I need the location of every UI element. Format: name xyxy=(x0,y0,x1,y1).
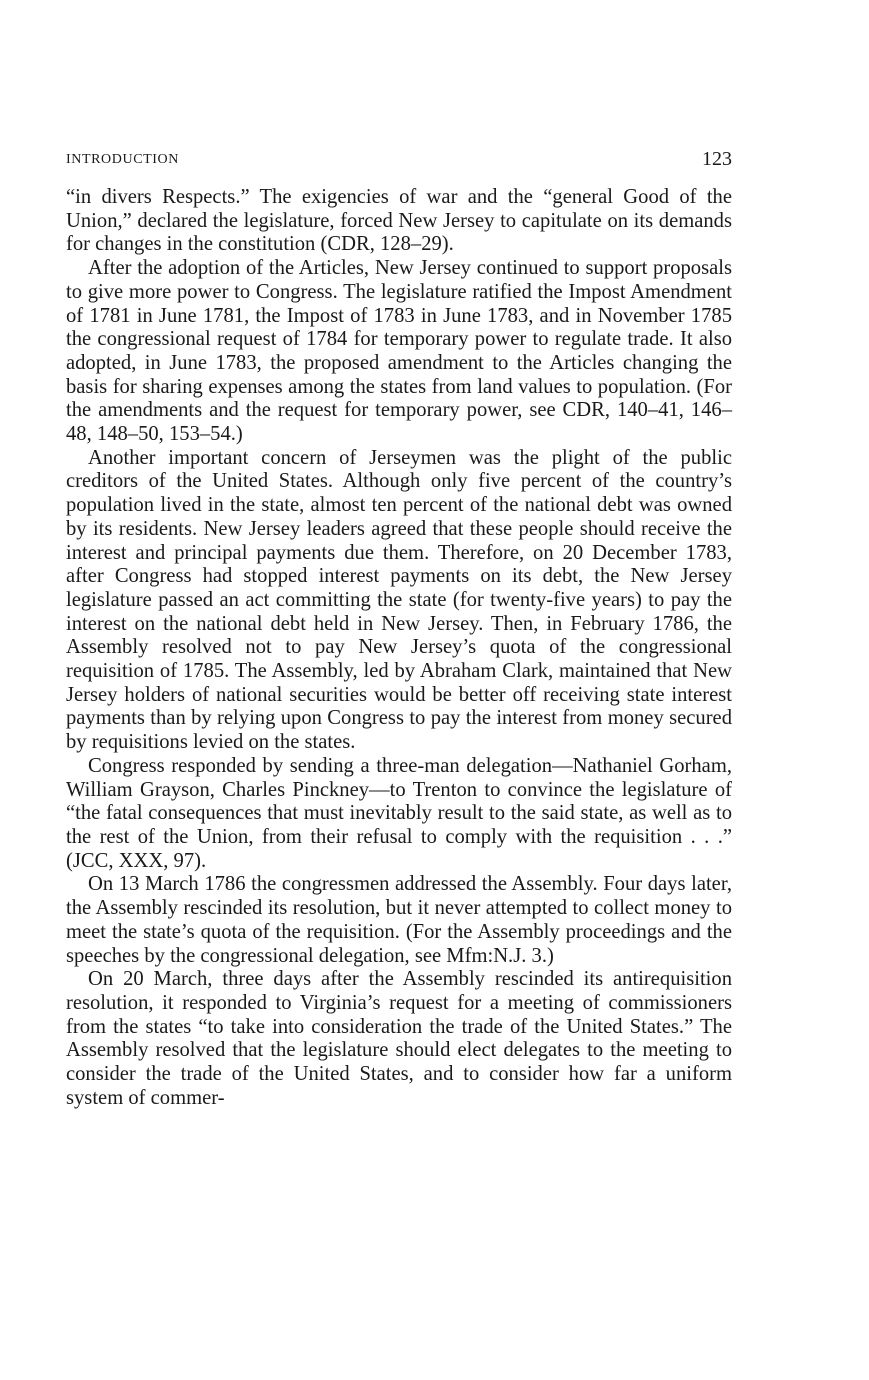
paragraph-continued: “in divers Respects.” The exigencies of war and the “general Good of the Union,” declared the legislature, forced New Jersey to capitulate on its demands for changes in the constitution (CDR, 128–29). xyxy=(66,186,732,256)
body-text xyxy=(66,186,732,1110)
paragraph-assembly-address: On 13 March 1786 the congressmen addressed the Assembly. Four days later, the Assembly rescinded its resolution, but it never attempted to collect money to meet the state’s quota of the requisition. (For the Assembly proceedings and the speeches by the congressional delegation, see Mfm:N.J. 3.) xyxy=(66,873,732,967)
paragraph-articles: After the adoption of the Articles, New Jersey continued to support proposals to give more power to Congress. The legislature ratified the Impost Amendment of 1781 in June 1781, the Impost of 1783 in June 1783, and in November 1785 the congressional request of 1784 for temporary power to regulate trade. It also adopted, in June 1783, the proposed amendment to the Articles changing the basis for sharing expenses among the states from land values to population. (For the amendments and the request for temporary power, see CDR, 140–41, 146–48, 148–50, 153–54.) xyxy=(66,257,732,446)
paragraph-congress-delegation: Congress responded by sending a three-man delegation—Nathaniel Gorham, William Grayson, Charles Pinckney—to Trenton to convince the legislature of “the fatal consequences that must inevitably result to the said state, as well as to the rest of the Union, from their refusal to comply with the requisition . . .” (JCC, XXX, 97). xyxy=(66,754,732,872)
section-title: INTRODUCTION xyxy=(66,152,179,167)
document-page xyxy=(66,148,732,1110)
page-number: 123 xyxy=(702,148,732,170)
paragraph-public-creditors: Another important concern of Jerseymen was the plight of the public creditors of the United States. Although only five percent of the country’s population lived in the state, almost ten percent of the national debt was owned by its residents. New Jersey leaders agreed that these people should receive the interest and principal payments due them. Therefore, on 20 December 1783, after Congress had stopped interest payments on its debt, the New Jersey legislature passed an act committing the state (for twenty-five years) to pay the interest on the national debt held in New Jersey. Then, in February 1786, the Assembly resolved not to pay New Jersey’s quota of the congressional requisition of 1785. The Assembly, led by Abraham Clark, maintained that New Jersey holders of national securities would be better off receiving state interest payments than by relying upon Congress to pay the interest from money secured by requisitions levied on the states. xyxy=(66,446,732,754)
running-head xyxy=(66,148,732,178)
paragraph-virginia-request: On 20 March, three days after the Assembly rescinded its antirequisition resolution, it responded to Virginia’s request for a meeting of commissioners from the states “to take into consideration the trade of the United States.” The Assembly resolved that the legislature should elect delegates to the meeting to consider the trade of the United States, and to consider how far a uniform system of commer- xyxy=(66,968,732,1109)
